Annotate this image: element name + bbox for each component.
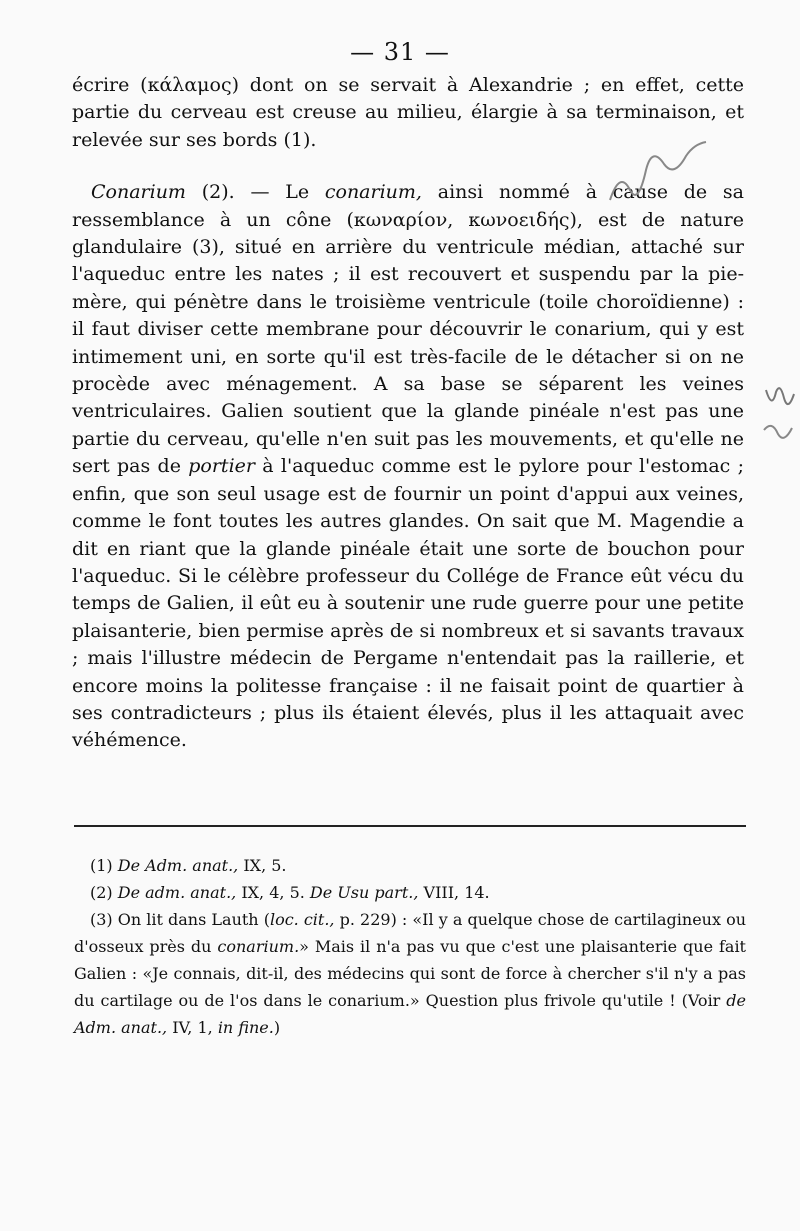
footnote-2 [74,879,746,906]
text-span: à l'aqueduc comme est le pylore pour l'estomac ; enfin, que son seul usage est de fournir un point d'appui aux veines, comme le font toutes les autres glandes. On sait que M. Magendie a dit en riant que la glande pinéale était une sorte de bouchon pour l'aqueduc. Si le célèbre professeur du Collége de France eût vécu du temps de Galien, il eût eu à soutenir une rude guerre pour une petite plaisanterie, bien permise après de si nombreux et si savants travaux ; mais l'illustre médecin de Pergame n'entendait pas la raillerie, et encore moins la politesse française : il ne faisait point de quartier à ses contradicteurs ; plus ils étaient élevés, plus il les attaquait avec véhémence. [72,455,744,752]
citation-title: de Adm. anat., [74,991,746,1037]
footnote-number: (1) [90,856,118,875]
citation-title: loc. cit., [269,910,335,929]
footnote-number: (2) [90,883,118,902]
section-heading-conarium: Conarium [91,181,186,204]
citation-ref: IX, 5. [238,856,287,875]
citation-title: in fine. [217,1018,274,1037]
text-span: » Mais il n'a pas vu que c'est une plaisanterie que fait Galien : «Je connais, dit-il, des médecins qui sont de force à chercher s'il n'y a pas du cartilage ou de l'os dans le conarium.» Question plus frivole qu'utile ! (Voir [74,937,746,1010]
citation-ref: VIII, 14. [418,883,490,902]
citation-ref: IX, 4, 5. [236,883,310,902]
text-span: ) dont on se servait à Alexandrie ; en effet, cette partie du cerveau est creuse au milieu, élargie à sa terminaison, et relevée sur ses bords (1). [72,74,744,151]
footnote-1 [74,852,746,879]
text-span: ) [273,1018,281,1037]
citation-ref: IV, 1, [167,1018,218,1037]
text-span: (2). — Le [185,181,325,204]
paragraph-conarium [72,179,744,755]
text-span: ), est de nature glandulaire (3), situé en arrière du ventricule médian, attaché sur l'aqueduc entre les nates ; il est recouvert et suspendu par la pie-mère, qui pénètre dans le troisième ventricule (toile choroïdienne) : il faut diviser cette membrane pour découvrir le conarium, qui y est intimement uni, en sorte qu'il est très-facile de le détacher si on ne procède avec ménagement. A sa base se séparent les veines ventriculaires. Galien soutient que la glande pinéale n'est pas une partie du cerveau, qu'elle n'en suit pas les mouvements, et qu'elle ne sert pas de [72,208,744,478]
handwritten-margin-mark [760,380,800,470]
citation-title: De Usu part., [309,883,419,902]
citation-title: De adm. anat., [117,883,237,902]
footnote-3 [74,906,746,1041]
text-span: (3) On lit dans Lauth ( [90,910,270,929]
footnotes [74,852,746,1041]
page-number: — 31 — [350,38,450,66]
greek-word: κάλαμος [147,74,232,96]
citation-title: De Adm. anat., [117,856,239,875]
term-italic: conarium. [217,937,300,956]
handwritten-scribble [600,140,720,210]
term-italic: portier [188,455,255,478]
text-span: ainsi nommé à cause de sa ressemblance à un cône ( [72,181,744,231]
text-span: écrire ( [72,74,148,96]
term-italic: conarium, [324,181,422,204]
greek-word: κωναρίον, κωνοειδής [353,208,570,231]
footnote-divider [74,825,746,827]
text-span: p. 229) : «Il y a quelque chose de cartilagineux ou d'osseux près du [74,910,747,956]
